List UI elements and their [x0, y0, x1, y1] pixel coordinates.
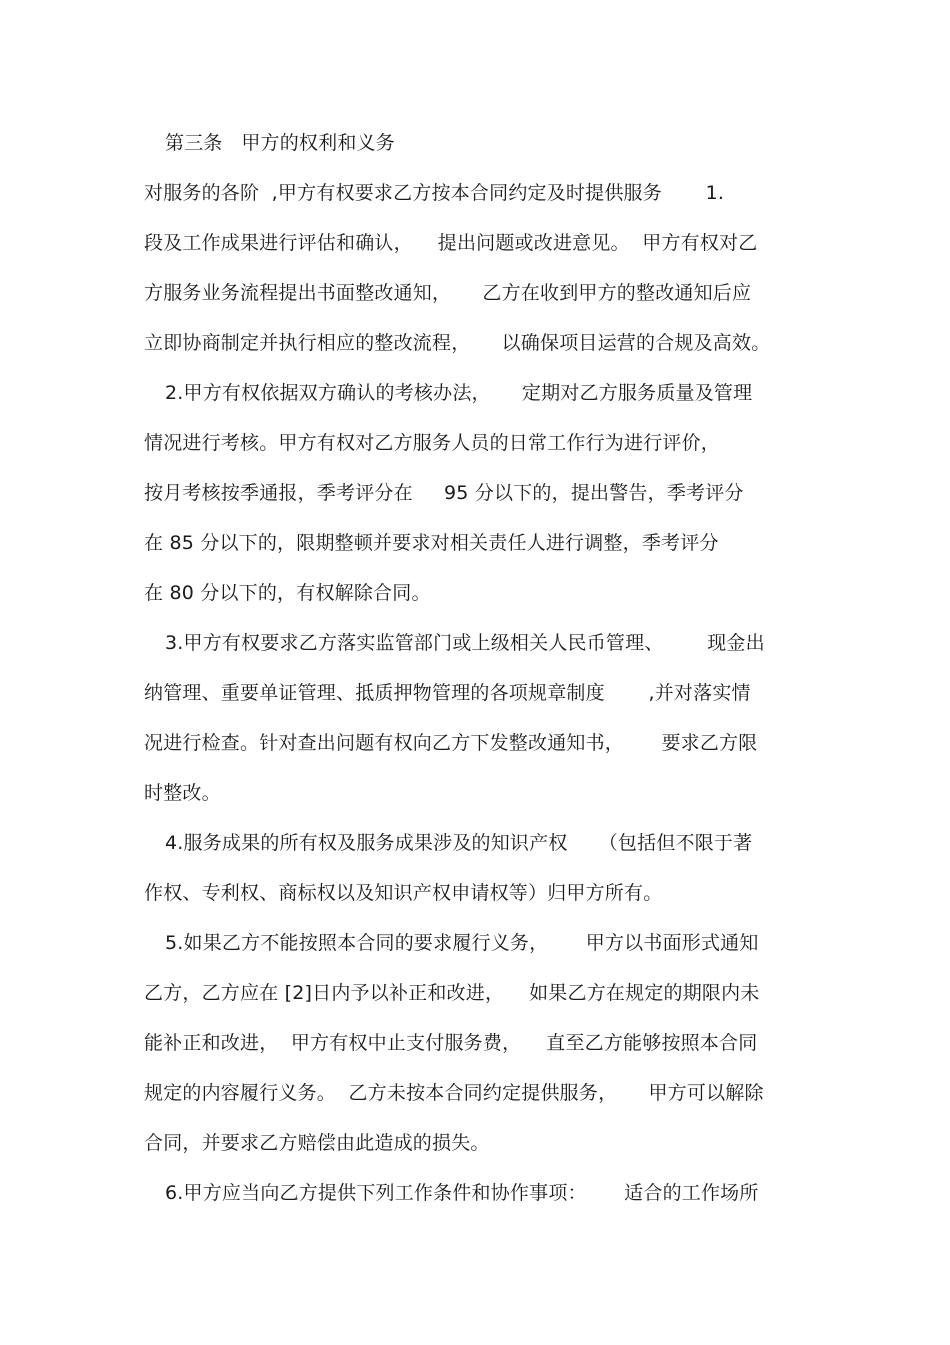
text-line: 合同，并要求乙方赔偿由此造成的损失。: [144, 1132, 490, 1154]
text-line: 乙方，乙方应在 [2]日内予以补正和改进， 如果乙方在规定的期限内未: [144, 982, 760, 1004]
section-heading: 第三条 甲方的权利和义务: [165, 132, 395, 154]
text-line: 规定的内容履行义务。 乙方未按本合同约定提供服务， 甲方可以解除: [144, 1082, 764, 1104]
text-line: 能补正和改进， 甲方有权中止支付服务费， 直至乙方能够按照本合同: [144, 1032, 758, 1054]
text-line: 况进行检查。针对查出问题有权向乙方下发整改通知书， 要求乙方限: [144, 732, 758, 754]
text-line: 2.甲方有权依据双方确认的考核办法， 定期对乙方服务质量及管理: [165, 382, 753, 404]
text-line: 纳管理、重要单证管理、抵质押物管理的各项规章制度 ,并对落实情: [144, 682, 751, 704]
text-line: 在 85 分以下的，限期整顿并要求对相关责任人进行调整，季考评分: [144, 532, 719, 554]
text-line: 方服务业务流程提出书面整改通知， 乙方在收到甲方的整改通知后应: [144, 282, 752, 304]
text-line: 4.服务成果的所有权及服务成果涉及的知识产权 （包括但不限于著: [165, 832, 753, 854]
text-line: 作权、专利权、商标权以及知识产权申请权等）归甲方所有。: [144, 882, 663, 904]
text-line: 5.如果乙方不能按照本合同的要求履行义务， 甲方以书面形式通知: [165, 932, 759, 954]
text-line: 6.甲方应当向乙方提供下列工作条件和协作事项： 适合的工作场所: [165, 1182, 759, 1204]
text-line: 对服务的各阶 ,甲方有权要求乙方按本合同约定及时提供服务 1.: [144, 182, 725, 204]
text-line: 时整改。: [144, 782, 221, 804]
text-line: 3.甲方有权要求乙方落实监管部门或上级相关人民币管理、 现金出: [165, 632, 765, 654]
text-line: 立即协商制定并执行相应的整改流程， 以确保项目运营的合规及高效。: [144, 332, 771, 354]
text-line: 情况进行考核。甲方有权对乙方服务人员的日常工作行为进行评价，: [144, 432, 721, 454]
text-line: 按月考核按季通报，季考评分在 95 分以下的，提出警告，季考评分: [144, 482, 744, 504]
text-line: 段及工作成果进行评估和确认， 提出问题或改进意见。 甲方有权对乙: [144, 232, 758, 254]
text-line: 在 80 分以下的，有权解除合同。: [144, 582, 431, 604]
